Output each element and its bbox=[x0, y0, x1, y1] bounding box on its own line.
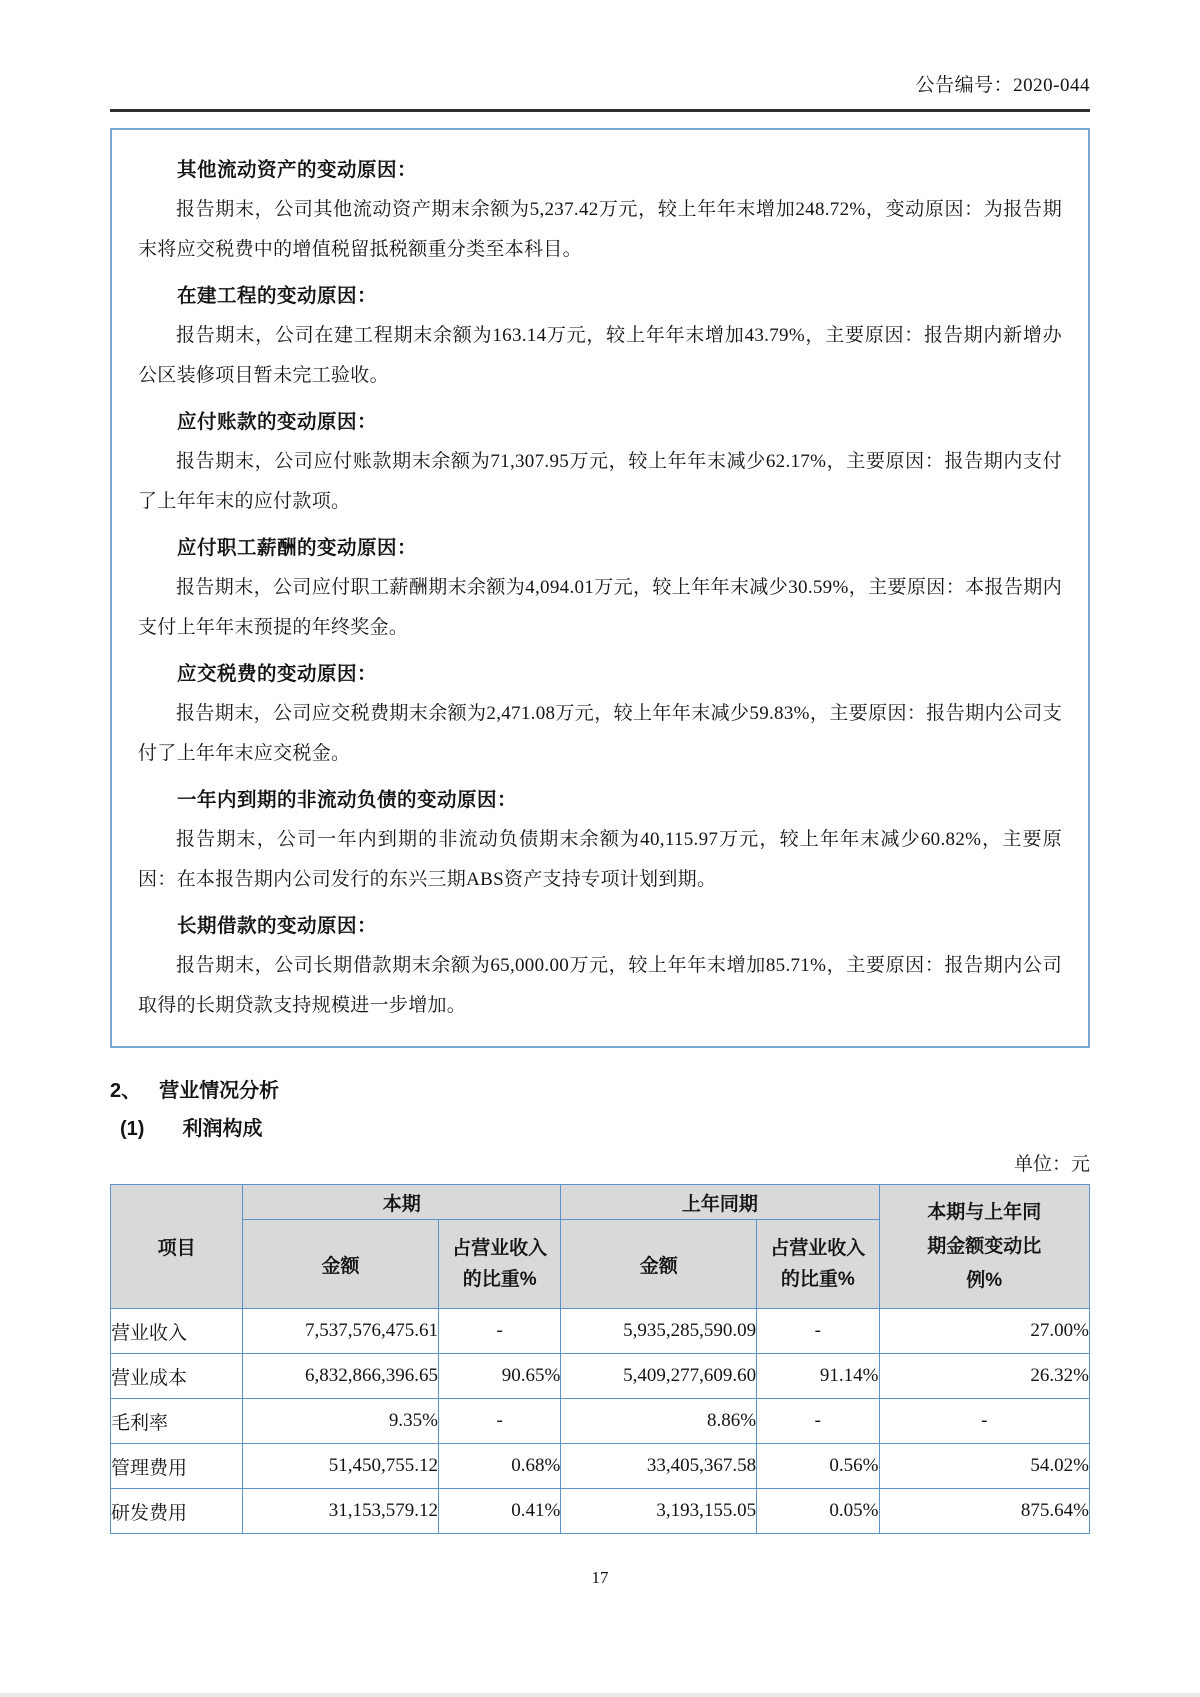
current-ratio: - bbox=[438, 1309, 560, 1354]
table-row-rd-expense bbox=[111, 1489, 1090, 1534]
prior-ratio: 0.56% bbox=[757, 1444, 879, 1489]
reason-paragraph: 报告期末，公司其他流动资产期末余额为5,237.42万元，较上年年末增加248.72%，变动原因：为报告期末将应交税费中的增值税留抵税额重分类至本科目。 bbox=[138, 199, 1062, 260]
profit-composition-table bbox=[110, 1184, 1090, 1534]
col-group-prior-period: 上年同期 bbox=[561, 1185, 879, 1220]
current-ratio: 90.65% bbox=[438, 1354, 560, 1399]
reason-heading: 应付职工薪酬的变动原因： bbox=[177, 537, 418, 559]
col-header-change-ratio: 本期与上年同期金额变动比例% bbox=[879, 1185, 1090, 1309]
prior-amount: 8.86% bbox=[561, 1399, 757, 1444]
current-ratio: 0.41% bbox=[438, 1489, 560, 1534]
current-amount: 6,832,866,396.65 bbox=[243, 1354, 439, 1399]
col-header-current-ratio: 占营业收入的比重% bbox=[438, 1220, 560, 1309]
reason-paragraph: 报告期末，公司一年内到期的非流动负债期末余额为40,115.97万元，较上年年末减少60.82%，主要原因：在本报告期内公司发行的东兴三期ABS资产支持专项计划到期。 bbox=[138, 829, 1062, 890]
reason-heading: 其他流动资产的变动原因： bbox=[177, 159, 418, 181]
page-bottom-edge bbox=[0, 1693, 1200, 1697]
prior-ratio: - bbox=[757, 1309, 879, 1354]
reason-section-construction-in-progress bbox=[138, 276, 1062, 396]
col-group-current-period: 本期 bbox=[243, 1185, 561, 1220]
row-label: 营业收入 bbox=[111, 1309, 243, 1354]
reason-heading: 应付账款的变动原因： bbox=[177, 411, 378, 433]
prior-amount: 5,935,285,590.09 bbox=[561, 1309, 757, 1354]
col-header-prior-amount: 金额 bbox=[561, 1220, 757, 1309]
reason-section-accounts-payable bbox=[138, 402, 1062, 522]
col-header-prior-ratio: 占营业收入的比重% bbox=[757, 1220, 879, 1309]
prior-amount: 3,193,155.05 bbox=[561, 1489, 757, 1534]
col-header-current-amount: 金额 bbox=[243, 1220, 439, 1309]
unit-label: 单位：元 bbox=[1013, 1154, 1090, 1175]
reason-paragraph: 报告期末，公司长期借款期末余额为65,000.00万元，较上年年末增加85.71%，主要原因：报告期内公司取得的长期贷款支持规模进一步增加。 bbox=[138, 955, 1062, 1016]
current-ratio: 0.68% bbox=[438, 1444, 560, 1489]
subsection-title-profit-composition bbox=[110, 1112, 1090, 1141]
change-reasons-box bbox=[110, 128, 1090, 1048]
section-label: 营业情况分析 bbox=[159, 1080, 280, 1102]
row-label: 管理费用 bbox=[111, 1444, 243, 1489]
reason-paragraph: 报告期末，公司应交税费期末余额为2,471.08万元，较上年年末减少59.83%，主要原因：报告期内公司支付了上年年末应交税金。 bbox=[138, 703, 1062, 764]
reason-heading: 应交税费的变动原因： bbox=[177, 663, 378, 685]
table-row-admin-expense bbox=[111, 1444, 1090, 1489]
table-row-operating-revenue bbox=[111, 1309, 1090, 1354]
change-ratio: 875.64% bbox=[879, 1489, 1090, 1534]
reason-paragraph: 报告期末，公司应付账款期末余额为71,307.95万元，较上年年末减少62.17%，主要原因：报告期内支付了上年年末的应付款项。 bbox=[138, 451, 1062, 512]
table-row-gross-margin bbox=[111, 1399, 1090, 1444]
table-row-operating-cost bbox=[111, 1354, 1090, 1399]
reason-section-employee-compensation bbox=[138, 528, 1062, 648]
subsection-label: 利润构成 bbox=[182, 1118, 263, 1140]
current-amount: 7,537,576,475.61 bbox=[243, 1309, 439, 1354]
change-ratio: 27.00% bbox=[879, 1309, 1090, 1354]
reason-paragraph: 报告期末，公司应付职工薪酬期末余额为4,094.01万元，较上年年末减少30.59%，主要原因：本报告期内支付上年年末预提的年终奖金。 bbox=[138, 577, 1062, 638]
reason-heading: 一年内到期的非流动负债的变动原因： bbox=[177, 789, 518, 811]
prior-ratio: - bbox=[757, 1399, 879, 1444]
doc-number: 公告编号：2020-044 bbox=[915, 75, 1090, 96]
section-number: 2、 bbox=[110, 1080, 142, 1102]
prior-amount: 33,405,367.58 bbox=[561, 1444, 757, 1489]
change-ratio: - bbox=[879, 1399, 1090, 1444]
prior-ratio: 91.14% bbox=[757, 1354, 879, 1399]
reason-section-other-current-assets bbox=[138, 150, 1062, 270]
current-amount: 51,450,755.12 bbox=[243, 1444, 439, 1489]
reason-section-taxes-payable bbox=[138, 654, 1062, 774]
change-ratio: 26.32% bbox=[879, 1354, 1090, 1399]
prior-amount: 5,409,277,609.60 bbox=[561, 1354, 757, 1399]
reason-section-noncurrent-liabilities-due bbox=[138, 780, 1062, 900]
prior-ratio: 0.05% bbox=[757, 1489, 879, 1534]
reason-section-long-term-loans bbox=[138, 906, 1062, 1026]
current-amount: 31,153,579.12 bbox=[243, 1489, 439, 1534]
col-header-item: 项目 bbox=[111, 1185, 243, 1309]
reason-paragraph: 报告期末，公司在建工程期末余额为163.14万元，较上年年末增加43.79%，主要原因：报告期内新增办公区装修项目暂未完工验收。 bbox=[138, 325, 1062, 386]
page-number: 17 bbox=[591, 1568, 609, 1587]
current-amount: 9.35% bbox=[243, 1399, 439, 1444]
header-divider bbox=[110, 109, 1090, 112]
current-ratio: - bbox=[438, 1399, 560, 1444]
row-label: 研发费用 bbox=[111, 1489, 243, 1534]
doc-header bbox=[110, 0, 1090, 97]
subsection-number: (1) bbox=[120, 1118, 145, 1140]
reason-heading: 长期借款的变动原因： bbox=[177, 915, 378, 937]
row-label: 营业成本 bbox=[111, 1354, 243, 1399]
reason-heading: 在建工程的变动原因： bbox=[177, 285, 378, 307]
section-title-business-analysis bbox=[110, 1074, 1090, 1103]
change-ratio: 54.02% bbox=[879, 1444, 1090, 1489]
row-label: 毛利率 bbox=[111, 1399, 243, 1444]
